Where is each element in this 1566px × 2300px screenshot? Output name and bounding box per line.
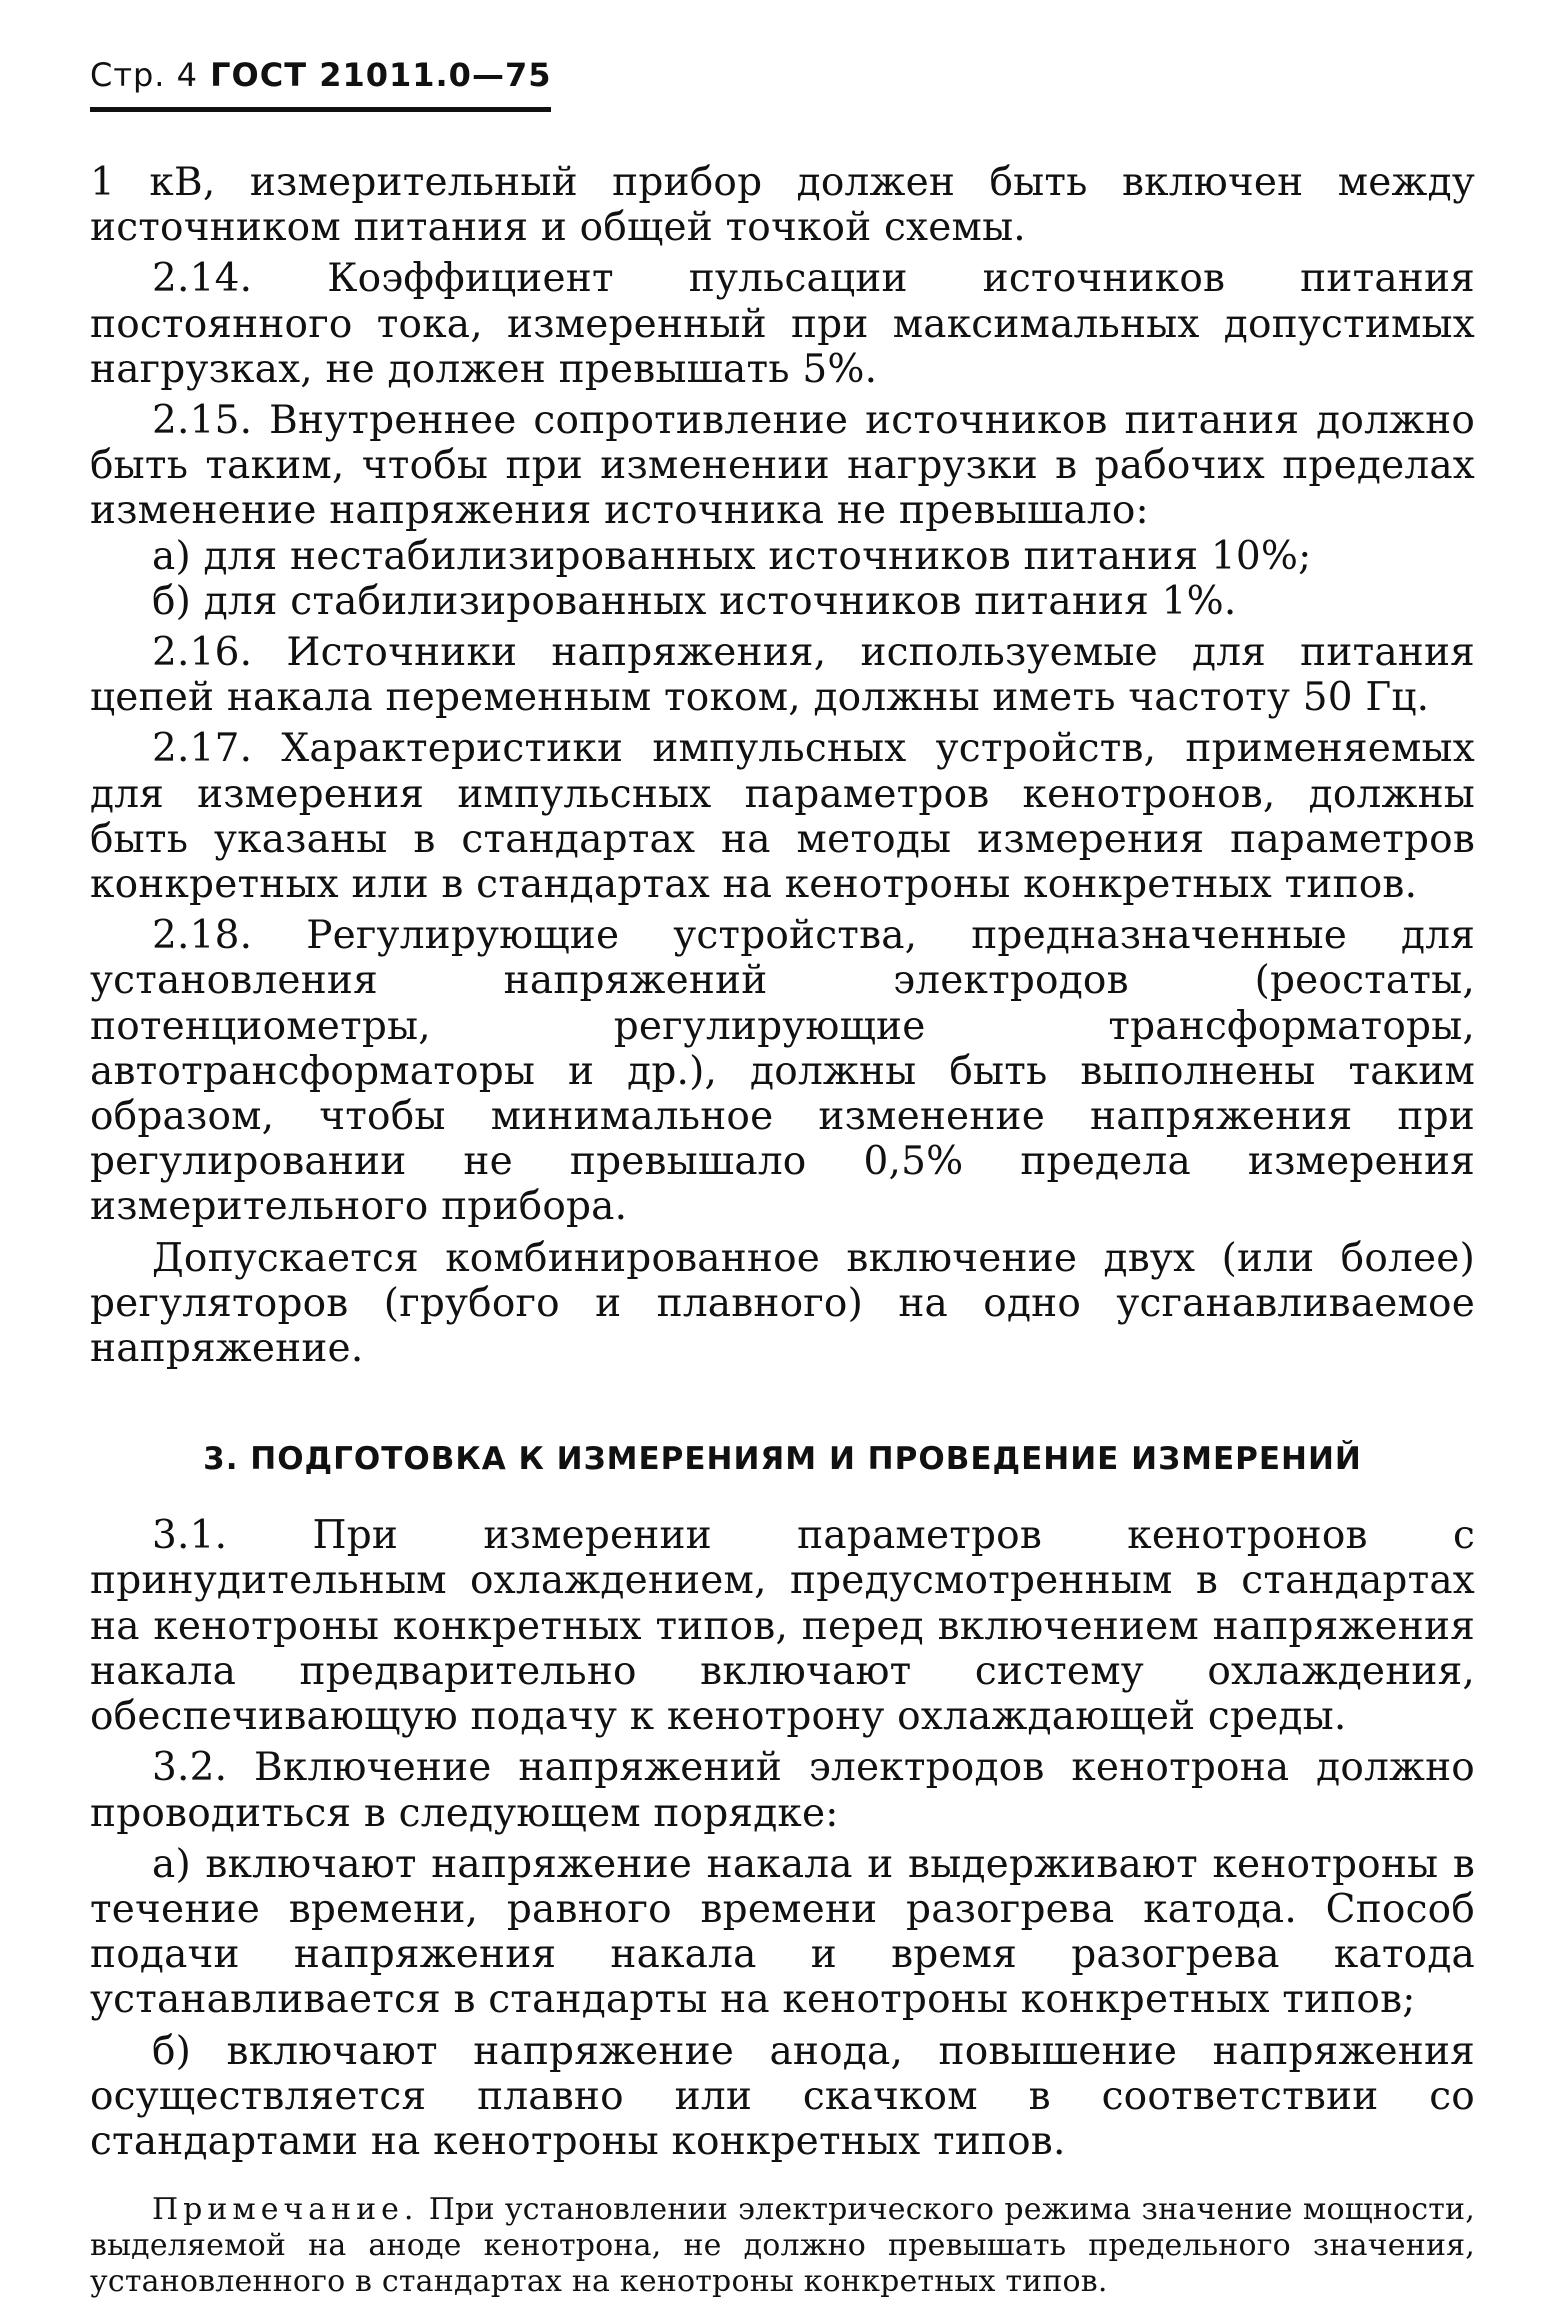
body-text <box>90 160 1475 2300</box>
paragraph-3-1: 3.1. При измерении параметров кенотронов с принудительным охлаждением, предусмотренным в стандартах на кенотроны конкретных типов, перед включением напряжения накала предварительно включают систему охлаждения, обеспечивающую подачу к кенотрону охлаждающей среды. <box>90 1513 1475 1740</box>
section-3-heading: 3. ПОДГОТОВКА К ИЗМЕРЕНИЯМ И ПРОВЕДЕНИЕ ИЗМЕРЕНИЙ <box>203 1441 1362 1478</box>
paragraph-2-16: 2.16. Источники напряжения, используемые для питания цепей накала переменным током, должны иметь частоту 50 Гц. <box>90 630 1475 721</box>
note-label: Примечание. <box>152 2192 419 2228</box>
paragraph-continuation: 1 кВ, измерительный прибор должен быть включен между источником питания и общей точкой схемы. <box>90 160 1475 251</box>
paragraph-2-15-b: б) для стабилизированных источников питания 1%. <box>152 578 1237 624</box>
page-label: Стр. 4 <box>90 56 198 94</box>
paragraph-2-18: 2.18. Регулирующие устройства, предназначенные для установления напряжений электродов (реостаты, потенциометры, регулирующие трансформаторы, автотрансформаторы и др.), должны быть выполнены таким образом, чтобы минимальное изменение напряжения при регулировании не превышало 0,5% предела измерения измерительного прибора. <box>90 913 1475 1230</box>
paragraph-2-17: 2.17. Характеристики импульсных устройств, применяемых для измерения импульсных параметров кенотронов, должны быть указаны в стандартах на методы измерения параметров конкретных или в стандартах на кенотроны конкретных типов. <box>90 726 1475 908</box>
running-header <box>90 55 551 112</box>
note <box>90 2192 1475 2300</box>
paragraph-2-14: 2.14. Коэффициент пульсации источников питания постоянного тока, измеренный при максимальных допустимых нагрузках, не должен превышать 5%. <box>90 256 1475 392</box>
paragraph-3-2-a: а) включают напряжение накала и выдерживают кенотроны в течение времени, равного времени разогрева катода. Способ подачи напряжения накала и время разогрева катода устанавливается в стандарты на кенотроны конкретных типов; <box>90 1841 1475 2023</box>
paragraph-3-2-b: б) включают напряжение анода, повышение напряжения осуществляется плавно или скачком в соответствии со стандартами на кенотроны конкретных типов. <box>90 2028 1475 2164</box>
paragraph-3-2: 3.2. Включение напряжений электродов кенотрона должно проводиться в следующем порядке: <box>90 1745 1475 1836</box>
document-page <box>90 55 1475 2300</box>
paragraph-2-15: 2.15. Внутреннее сопротивление источников питания должно быть таким, чтобы при изменении нагрузки в рабочих пределах изменение напряжения источника не превышало: <box>90 398 1475 534</box>
note-text: При установлении электрического режима значение мощности, выделяемой на аноде кенотрона, не должно превышать предельного значения, установленного в стандартах на кенотроны конкретных типов. <box>90 2192 1475 2300</box>
paragraph-2-18-allowance: Допускается комбинированное включение двух (или более) регуляторов (грубого и плавного) на одно усганавливаемое напряжение. <box>90 1235 1475 1372</box>
standard-number: ГОСТ 21011.0—75 <box>210 56 552 94</box>
paragraph-2-15-a: а) для нестабилизированных источников питания 10%; <box>152 533 1312 579</box>
